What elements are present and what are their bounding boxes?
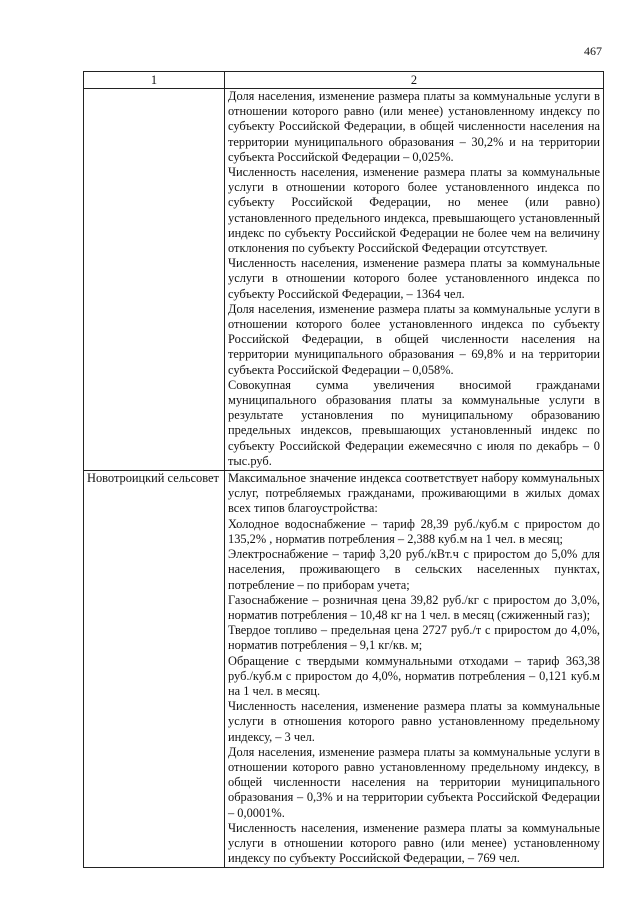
paragraph: Численность населения, изменение размера платы за коммунальные услуги в отношении которого более установленного индекса по субъекту Российской Федерации, но менее (или равно) установленного предельного индекса, превышающего установленный индекс по субъекту Российской Федерации не более чем на величину отклонения по субъекту Российской Федерации отсутствует. (228, 165, 600, 256)
row-content (225, 471, 604, 868)
page-number: 467 (584, 44, 602, 58)
paragraph: Численность населения, изменение размера платы за коммунальные услуги в отношении которого более установленного индекса по субъекту Российской Федерации, – 1364 чел. (228, 256, 600, 301)
row-label (84, 89, 225, 471)
paragraph: Доля населения, изменение размера платы за коммунальные услуги в отношении которого равно (или менее) установленному индексу по субъекту Российской Федерации, в общей численности населения на территории муниципального образования – 30,2% и на территории субъекта Российской Федерации – 0,025%. (228, 89, 600, 164)
paragraph: Доля населения, изменение размера платы за коммунальные услуги в отношении которого равно установленному предельному индексу, в общей численности населения на территории муниципального образования – 0,3% и на территории субъекта Российской Федерации – 0,0001%. (228, 744, 600, 820)
paragraph: Численность населения, изменение размера платы за коммунальные услуги в отношении которого равно (или менее) установленному индексу по субъекту Российской Федерации, – 769 чел. (228, 820, 600, 866)
column-header-1: 1 (84, 72, 225, 89)
paragraph: Максимальное значение индекса соответствует набору коммунальных услуг, потребляемых гражданами, проживающими в жилых домах всех типов благоустройства: (228, 471, 600, 516)
paragraph: Электроснабжение – тариф 3,20 руб./кВт.ч с приростом до 5,0% для населения, проживающего в сельских населенных пунктах, потребление – по приборам учета; (228, 547, 600, 592)
paragraph: Твердое топливо – предельная цена 2727 руб./т с приростом до 4,0%, норматив потребления – 9,1 кг/кв. м; (228, 623, 600, 653)
column-header-2: 2 (225, 72, 604, 89)
table-header-row (84, 72, 604, 89)
paragraph: Холодное водоснабжение – тариф 28,39 руб./куб.м с приростом до 135,2% , норматив потребления – 2,388 куб.м на 1 чел. в месяц; (228, 516, 600, 546)
row-label: Новотроицкий сельсовет (84, 471, 225, 868)
row-content (225, 89, 604, 471)
table-row (84, 471, 604, 868)
document-table (83, 71, 604, 868)
paragraph: Численность населения, изменение размера платы за коммунальные услуги в отношения которого равно установленному предельному индексу, – 3 чел. (228, 699, 600, 744)
paragraph: Обращение с твердыми коммунальными отходами – тариф 363,38 руб./куб.м с приростом до 4,0%, норматив потребления – 0,121 куб.м на 1 чел. в месяц. (228, 653, 600, 698)
paragraph: Совокупная сумма увеличения вносимой гражданами муниципального образования платы за коммунальные услуги в результате установления по муниципальному образованию предельных индексов, превышающих установленный индекс по субъекту Российской Федерации ежемесячно с июля по декабрь – 0 тыс.руб. (228, 377, 600, 468)
paragraph: Доля населения, изменение размера платы за коммунальные услуги в отношении которого более установленного индекса по субъекту Российской Федерации, в общей численности населения на территории муниципального образования – 69,8% и на территории субъекта Российской Федерации – 0,058%. (228, 301, 600, 377)
table-row (84, 89, 604, 471)
paragraph: Газоснабжение – розничная цена 39,82 руб./кг с приростом до 3,0%, норматив потребления – 10,48 кг на 1 чел. в месяц (сжиженный газ); (228, 592, 600, 622)
